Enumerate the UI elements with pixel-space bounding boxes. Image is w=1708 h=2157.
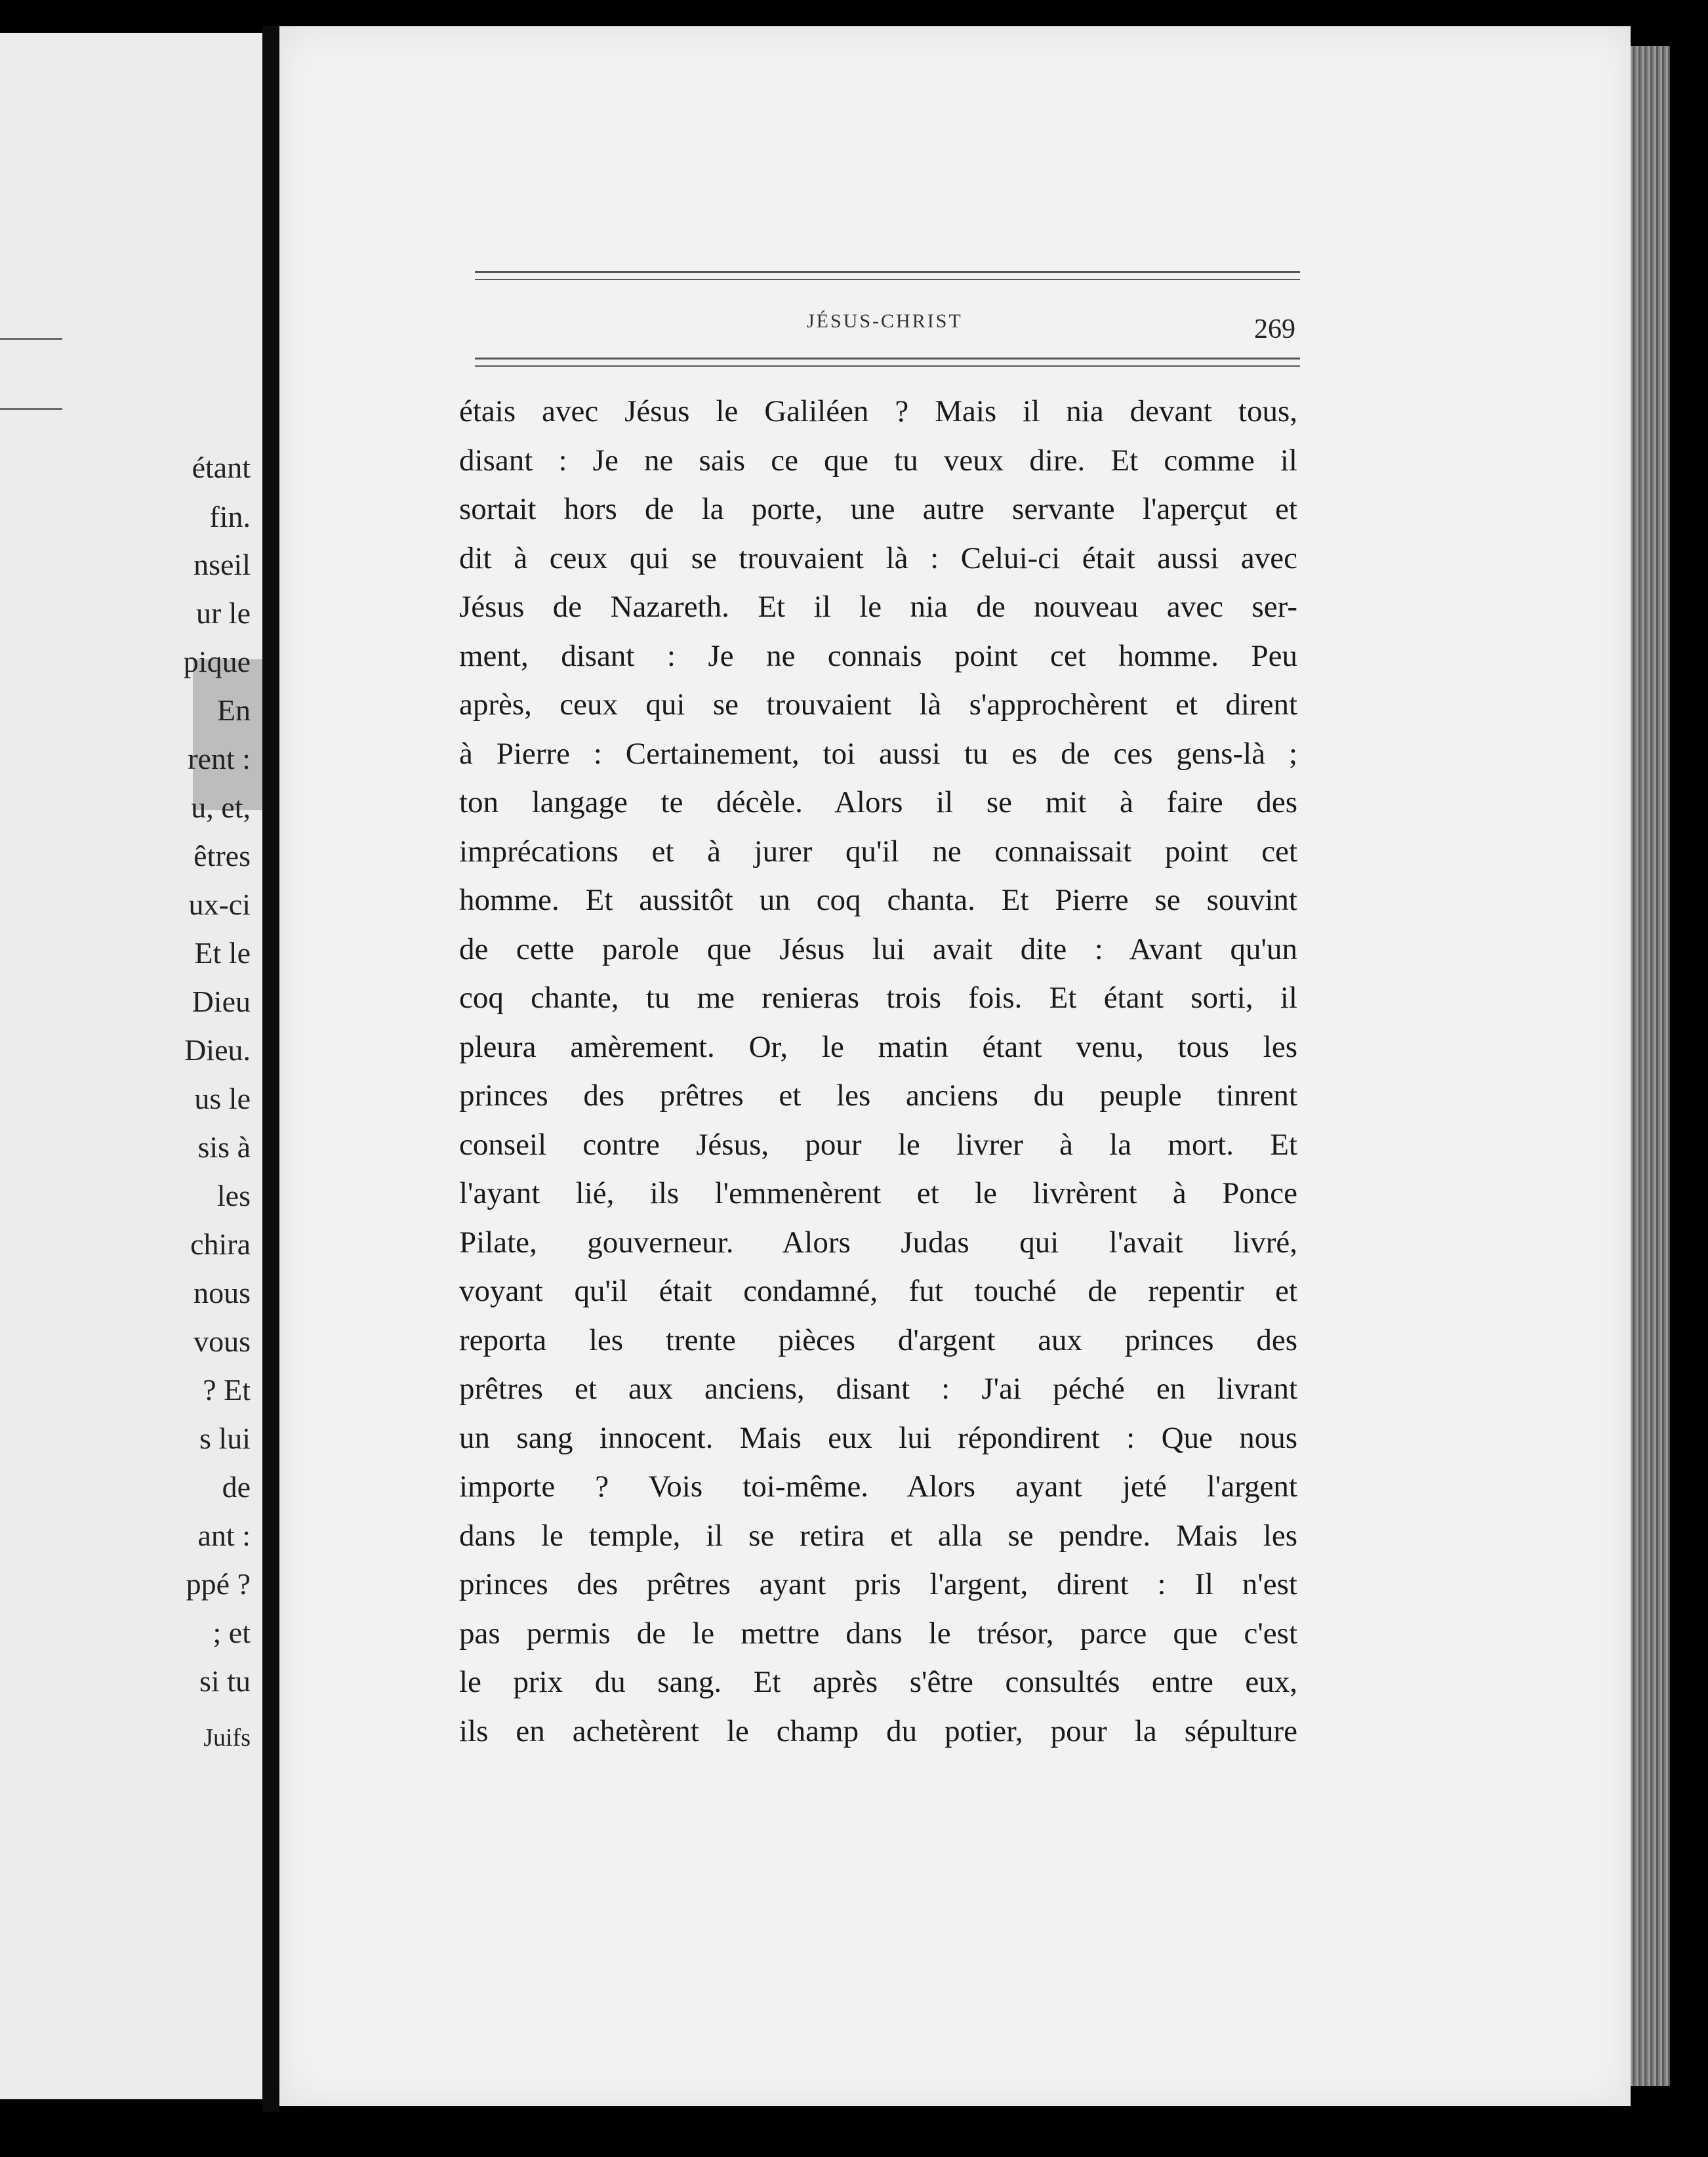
previous-page-line: Dieu. [184,1033,251,1067]
text-line: le prix du sang. Et après s'être consultés entre eux, [459,1665,1297,1699]
text-line: conseil contre Jésus, pour le livrer à la mort. Et [459,1127,1297,1162]
text-line: sortait hors de la porte, une autre servante l'aperçut et [459,492,1297,526]
previous-page-line: les [216,1179,251,1212]
previous-page-line: ; et [213,1616,251,1649]
text-line: de cette parole que Jésus lui avait dite : Avant qu'un [459,932,1297,966]
text-line: princes des prêtres et les anciens du peuple tinrent [459,1078,1297,1113]
previous-page-line: de [222,1470,251,1504]
previous-page-head-rule [0,338,62,340]
previous-page-shadow-block [193,659,262,810]
running-head-bottom-rule-thin [475,365,1300,367]
text-line: reporta les trente pièces d'argent aux princes des [459,1323,1297,1357]
previous-page-line: rent : [188,742,251,775]
previous-page-line: Juifs [203,1724,251,1752]
previous-page-line: étant [192,451,251,484]
previous-page-line: chira [190,1227,251,1261]
text-line: Jésus de Nazareth. Et il le nia de nouveau avec ser- [459,590,1297,624]
book-gutter [262,26,279,2112]
text-line: Pilate, gouverneur. Alors Judas qui l'avait livré, [459,1225,1297,1260]
previous-page-head-rule-lower [0,408,62,410]
text-line: dans le temple, il se retira et alla se pendre. Mais les [459,1518,1297,1553]
previous-page-line: ur le [195,596,251,630]
running-title: JÉSUS-CHRIST [807,310,963,332]
previous-page-line: nous [193,1276,251,1309]
previous-page-line: Dieu [192,985,251,1018]
text-line: un sang innocent. Mais eux lui répondirent : Que nous [459,1420,1297,1455]
previous-page-line: nseil [193,548,251,581]
text-line: ton langage te décèle. Alors il se mit à faire des [459,785,1297,819]
previous-page-line: sis à [197,1130,251,1164]
previous-page-line: ppé ? [186,1567,251,1601]
previous-page-line: vous [193,1325,251,1358]
text-line: étais avec Jésus le Galiléen ? Mais il nia devant tous, [459,394,1297,428]
previous-page [0,33,262,2099]
text-line: ils en achetèrent le champ du potier, pour la sépulture [459,1714,1297,1748]
text-line: homme. Et aussitôt un coq chanta. Et Pierre se souvint [459,883,1297,917]
previous-page-line: fin. [209,500,251,533]
text-line: princes des prêtres ayant pris l'argent, dirent : Il n'est [459,1567,1297,1601]
body-text [459,387,1297,1756]
previous-page-line: Et le [194,936,251,970]
previous-page-line: pique [183,645,251,678]
page-number: 269 [1254,314,1295,344]
text-line: importe ? Vois toi-même. Alors ayant jeté l'argent [459,1469,1297,1504]
previous-page-line: ? Et [203,1373,251,1407]
running-head-top-rule [475,271,1300,273]
text-line: à Pierre : Certainement, toi aussi tu es de ces gens-là ; [459,736,1297,771]
running-head-bottom-rule [475,358,1300,360]
text-line: disant : Je ne sais ce que tu veux dire. Et comme il [459,443,1297,478]
text-line: l'ayant lié, ils l'emmenèrent et le livrèrent à Ponce [459,1176,1297,1210]
text-line: voyant qu'il était condamné, fut touché de repentir et [459,1274,1297,1308]
text-line: pleura amèrement. Or, le matin étant venu, tous les [459,1029,1297,1064]
text-line: ment, disant : Je ne connais point cet homme. Peu [459,638,1297,673]
previous-page-line: êtres [193,839,251,873]
page-stack-edge [1631,46,1670,2086]
previous-page-line: En [216,693,251,727]
previous-page-line: u, et, [191,791,251,824]
running-head-top-rule-thin [475,279,1300,280]
previous-page-line: ux-ci [188,888,251,921]
previous-page-line: ant : [197,1519,251,1552]
text-line: prêtres et aux anciens, disant : J'ai péché en livrant [459,1372,1297,1406]
text-line: coq chante, tu me renieras trois fois. Et étant sorti, il [459,981,1297,1015]
previous-page-line: us le [194,1082,251,1115]
previous-page-line: si tu [199,1664,251,1698]
text-line: dit à ceux qui se trouvaient là : Celui-ci était aussi avec [459,541,1297,575]
text-line: après, ceux qui se trouvaient là s'approchèrent et dirent [459,688,1297,722]
previous-page-line: s lui [199,1422,251,1455]
text-line: imprécations et à jurer qu'il ne connaissait point cet [459,834,1297,869]
text-line: pas permis de le mettre dans le trésor, parce que c'est [459,1616,1297,1651]
